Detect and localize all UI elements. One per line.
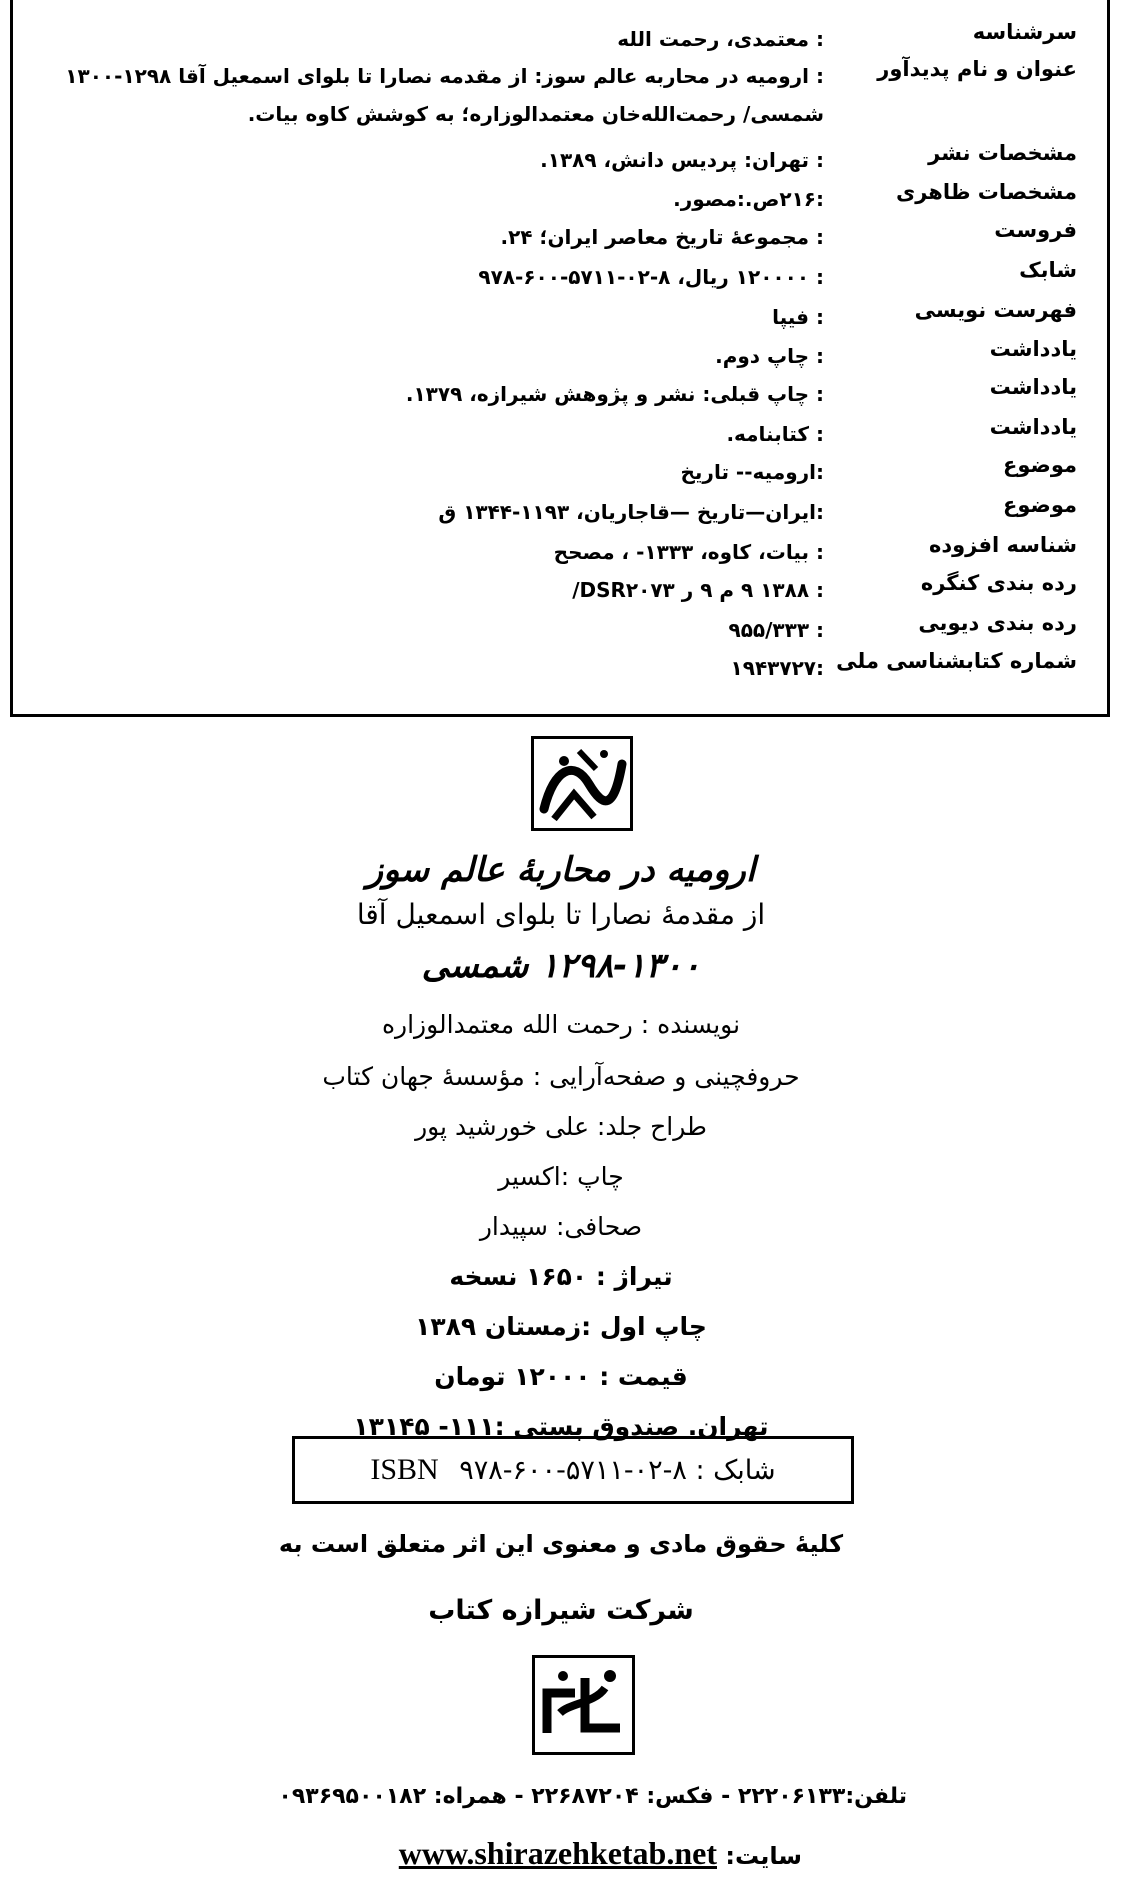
cip-value: : فیپا xyxy=(772,305,824,329)
credit-line: تیراژ : ۱۶۵۰ نسخه xyxy=(449,1262,673,1291)
calligraphy-logo-icon xyxy=(534,739,630,828)
website-line xyxy=(399,1835,802,1872)
credit-line: چاپ :اکسیر xyxy=(498,1162,624,1191)
cip-label: موضوع xyxy=(1003,493,1077,517)
book-years: ۱۲۹۸-۱۳۰۰ شمسی xyxy=(421,946,701,986)
book-title: ارومیه در محاربهٔ عالم سوز xyxy=(366,850,756,890)
cip-value: :ارومیه-- تاریخ xyxy=(680,460,824,484)
cip-label: عنوان و نام پدیدآور xyxy=(877,57,1077,81)
credit-line: چاپ اول :زمستان ۱۳۸۹ xyxy=(415,1312,707,1341)
credit-line: طراح جلد: علی خورشید پور xyxy=(415,1112,707,1141)
cip-value: : بیات، کاوه، ۱۳۳۳- ، مصحح xyxy=(553,540,824,564)
cip-value: : ۹۵۵/۳۳۳ xyxy=(728,618,824,642)
credit-line: صحافی: سپیدار xyxy=(479,1212,643,1241)
credit-line: حروفچینی و صفحه‌آرایی : مؤسسهٔ جهان کتاب xyxy=(322,1062,800,1091)
website-link[interactable]: www.shirazehketab.net xyxy=(398,1835,717,1871)
isbn-box xyxy=(292,1436,854,1504)
contact-phones: تلفن:۲۲۲۰۶۱۳۳ - فکس: ۲۲۶۸۷۲۰۴ - همراه: ۰۹۳۶۹۵۰۰۱۸۲ xyxy=(278,1784,907,1809)
publisher-logo-top xyxy=(531,736,633,831)
shirazeh-logo-icon xyxy=(535,1658,632,1752)
cip-label: یادداشت xyxy=(989,337,1077,361)
book-subtitle: از مقدمهٔ نصارا تا بلوای اسمعیل آقا xyxy=(356,898,766,931)
cip-label: یادداشت xyxy=(989,415,1077,439)
credit-line: قیمت : ۱۲۰۰۰ تومان xyxy=(434,1362,688,1391)
cip-label: یادداشت xyxy=(989,375,1077,399)
cip-label: شناسه افزوده xyxy=(928,533,1077,557)
cip-value: :۲۱۶ص.:مصور. xyxy=(673,187,824,211)
rights-line: کلیهٔ حقوق مادی و معنوی این اثر متعلق است به xyxy=(278,1530,844,1558)
website-label: سایت: xyxy=(725,1842,802,1870)
cip-value: : ۱۲۰۰۰۰ ریال، ۸-۰۲-۵۷۱۱-۶۰۰-۹۷۸ xyxy=(478,265,824,289)
isbn-latin: ISBN xyxy=(370,1453,439,1486)
credit-line: نویسنده : رحمت الله معتمدالوزاره xyxy=(381,1010,741,1039)
publisher-logo-bottom xyxy=(532,1655,635,1755)
cip-value: :ایران—تاریخ —قاجاریان، ۱۱۹۳-۱۳۴۴ ق xyxy=(438,500,824,524)
cataloging-box xyxy=(10,0,1110,717)
cip-value: : معتمدی، رحمت الله xyxy=(617,27,824,51)
cip-label: رده بندی دیویی xyxy=(918,611,1077,635)
cip-value: : ارومیه در محاربه عالم سوز: از مقدمه نصارا تا بلوای اسمعیل آقا ۱۲۹۸-۱۳۰۰ شمسی/ رحمت‌الله‌خان معتمدالوزاره؛ به کوشش کاوه بیات. xyxy=(65,64,824,126)
cip-label: فهرست نویسی xyxy=(914,298,1077,322)
cip-value: : چاپ دوم. xyxy=(715,344,824,368)
cip-label: موضوع xyxy=(1003,453,1077,477)
cip-label: مشخصات نشر xyxy=(928,141,1077,165)
credit-line: تهران. صندوق پستی :۱۱۱- ۱۳۱۴۵ xyxy=(353,1412,769,1441)
cip-value: : کتابنامه. xyxy=(726,422,824,446)
isbn-number: شابک : ۸-۰۲-۵۷۱۱-۶۰۰-۹۷۸ xyxy=(459,1455,776,1486)
cip-label: مشخصات ظاهری xyxy=(895,180,1077,204)
cip-label: شابک xyxy=(1019,258,1077,282)
cip-value: : مجموعهٔ تاریخ معاصر ایران؛ ۲۴. xyxy=(500,225,824,249)
cip-label: شماره کتابشناسی ملی xyxy=(836,649,1077,673)
cip-label: فروست xyxy=(994,218,1077,242)
cip-label: سرشناسه xyxy=(972,20,1077,44)
cip-value: : تهران: پردیس دانش، ۱۳۸۹. xyxy=(540,148,824,172)
cip-value: : ۱۳۸۸ ۹ م ۹ ر DSR۲۰۷۳/ xyxy=(572,578,824,602)
cip-value: :۱۹۴۳۷۲۷ xyxy=(730,656,824,680)
company-name: شرکت شیرازه کتاب xyxy=(428,1595,694,1626)
cip-value: : چاپ قبلی: نشر و پژوهش شیرازه، ۱۳۷۹. xyxy=(405,382,824,406)
cip-label: رده بندی کنگره xyxy=(920,571,1077,595)
